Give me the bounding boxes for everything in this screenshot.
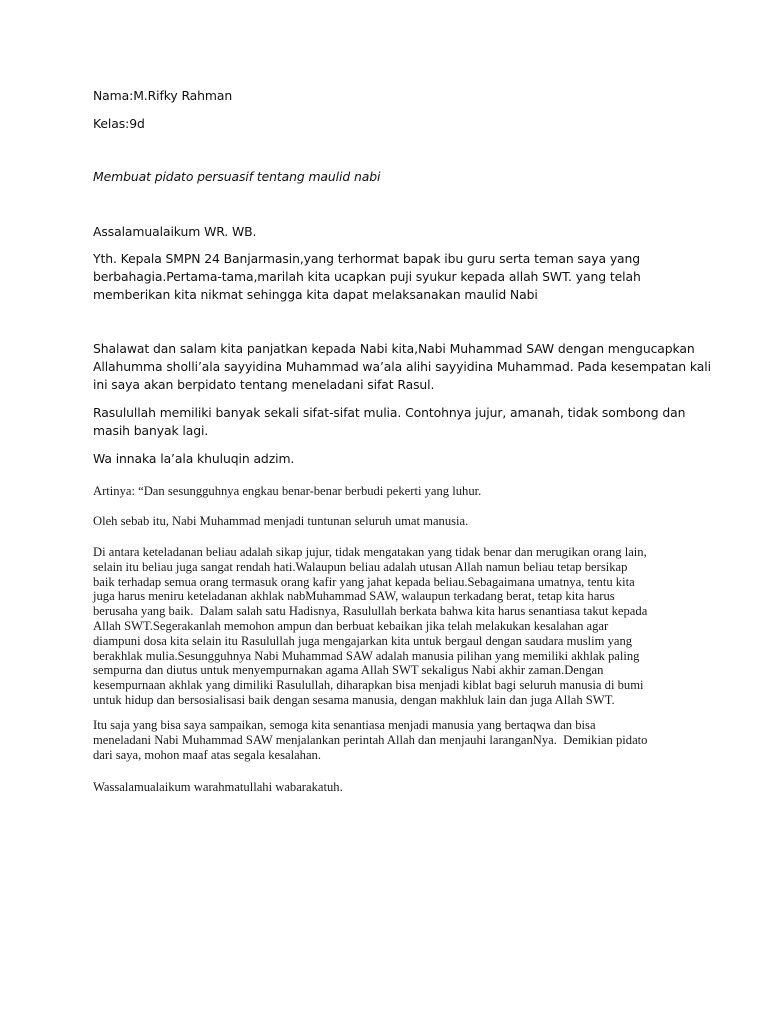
paragraph-line: Rasulullah memiliki banyak sekali sifat-sifat mulia. Contohnya jujur, amanah, tidak sombong dan bbox=[93, 405, 686, 420]
paragraph-line: kesempurnaan akhlak yang dimiliki Rasulullah, diharapkan bisa menjadi kiblat bagi seluruh manusia di bumi bbox=[93, 678, 644, 693]
paragraph-line: sempurna dan diutus untuk menyempurnakan agama Allah SWT sekaligus Nabi akhir zaman.Dengan bbox=[93, 663, 604, 678]
closing-greeting: Wassalamualaikum warahmatullahi wabarakatuh. bbox=[93, 780, 343, 794]
paragraph-line: dari saya, mohon maaf atas segala kesalahan. bbox=[93, 747, 321, 762]
paragraph-line: berusaha yang baik. Dalam salah satu Hadisnya, Rasulullah berkata bahwa kita harus senantiasa takut kepada bbox=[93, 604, 648, 619]
paragraph-keteladanan bbox=[93, 545, 647, 708]
paragraph-line: berakhlak mulia.Sesungguhnya Nabi Muhammad SAW adalah manusia pilihan yang memiliki akhlak paling bbox=[93, 648, 640, 663]
paragraph-line: Yth. Kepala SMPN 24 Banjarmasin,yang terhormat bapak ibu guru serta teman saya yang bbox=[93, 251, 641, 266]
paragraph-opening bbox=[93, 250, 641, 304]
document-title: Membuat pidato persuasif tentang maulid nabi bbox=[93, 169, 381, 184]
paragraph-line: untuk hidup dan bersosialisasi baik dengan sesama manusia, dengan makhluk lain dan juga Allah SWT. bbox=[93, 692, 615, 707]
paragraph-line: Allah SWT.Segerakanlah memohon ampun dan berbuat kebaikan jika telah melakukan kesalahan agar bbox=[93, 618, 609, 633]
paragraph-line: juga harus meniru keteladanan akhlak nabMuhammad SAW, walaupun terkadang berat, tetap kita harus bbox=[93, 589, 615, 604]
verse-translation: Artinya: “Dan sesungguhnya engkau benar-benar berbudi pekerti yang luhur. bbox=[93, 484, 482, 498]
paragraph-line: Itu saja yang bisa saya sampaikan, semoga kita senantiasa menjadi manusia yang bertaqwa dan bisa bbox=[93, 718, 596, 732]
greeting: Assalamualaikum WR. WB. bbox=[93, 224, 257, 239]
paragraph-line: selain itu beliau juga sangat rendah hati.Walaupun beliau adalah utusan Allah namun beliau tetap bersikap bbox=[93, 559, 628, 574]
paragraph-tuntunan: Oleh sebab itu, Nabi Muhammad menjadi tuntunan seluruh umat manusia. bbox=[93, 514, 469, 528]
paragraph-shalawat bbox=[93, 340, 711, 394]
paragraph-line: Shalawat dan salam kita panjatkan kepada Nabi kita,Nabi Muhammad SAW dengan mengucapkan bbox=[93, 341, 695, 356]
paragraph-line: memberikan kita nikmat sehingga kita dapat melaksanakan maulid Nabi bbox=[93, 287, 538, 302]
paragraph-line: diampuni dosa kita selain itu Rasulullah juga mengajarkan kita untuk bergaul dengan saudara muslim yang bbox=[93, 633, 633, 648]
paragraph-line: Allahumma sholli’ala sayyidina Muhammad wa’ala alihi sayyidina Muhammad. Pada kesempatan kali bbox=[93, 359, 711, 374]
paragraph-line: baik terhadap semua orang termasuk orang kafir yang jahat kepada beliau.Sebagaimana umatnya, tentu kita bbox=[93, 574, 635, 589]
student-name: Nama:M.Rifky Rahman bbox=[93, 88, 233, 103]
paragraph-line: berbahagia.Pertama-tama,marilah kita ucapkan puji syukur kepada allah SWT. yang telah bbox=[93, 269, 641, 284]
paragraph-line: Di antara keteladanan beliau adalah sikap jujur, tidak mengatakan yang tidak benar dan merugikan orang lain, bbox=[93, 545, 647, 559]
paragraph-sifat-rasul bbox=[93, 404, 685, 440]
paragraph-line: masih banyak lagi. bbox=[93, 423, 209, 438]
paragraph-line: meneladani Nabi Muhammad SAW menjalankan perintah Allah dan menjauhi laranganNya. Demikian pidato bbox=[93, 732, 648, 747]
quran-verse: Wa innaka la’ala khuluqin adzim. bbox=[93, 451, 295, 466]
paragraph-penutup bbox=[93, 718, 647, 762]
student-class: Kelas:9d bbox=[93, 116, 145, 131]
paragraph-line: ini saya akan berpidato tentang meneladani sifat Rasul. bbox=[93, 377, 435, 392]
